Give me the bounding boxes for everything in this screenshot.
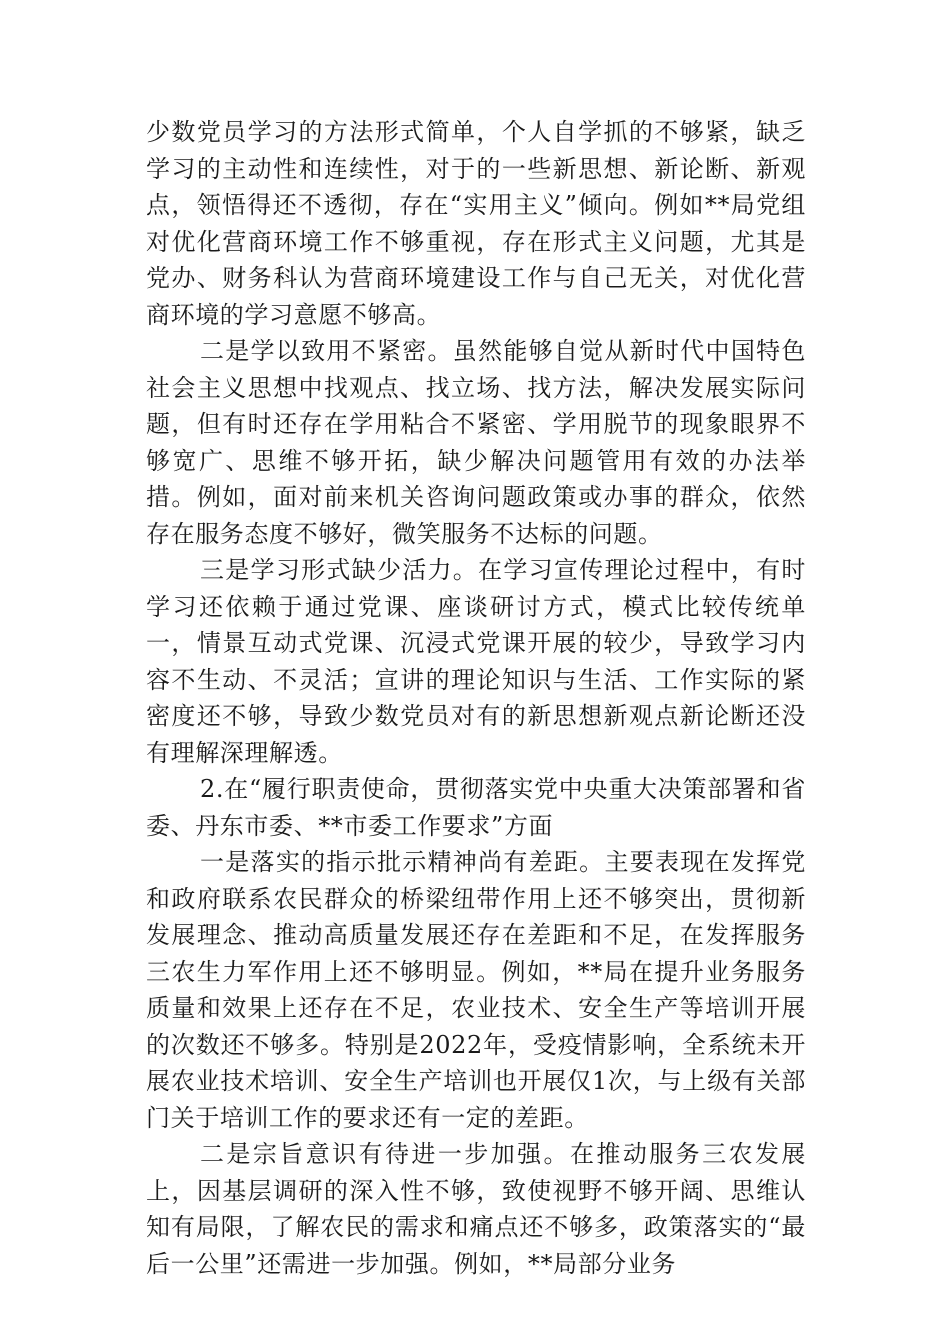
document-body	[146, 114, 806, 1282]
paragraph-2: 二是学以致用不紧密。虽然能够自觉从新时代中国特色社会主义思想中找观点、找立场、找方法，解决发展实际问题，但有时还存在学用粘合不紧密、学用脱节的现象眼界不够宽广、思维不够开拓，缺少解决问题管用有效的办法举措。例如，面对前来机关咨询问题政策或办事的群众，依然存在服务态度不够好，微笑服务不达标的问题。	[146, 337, 806, 548]
paragraph-1: 少数党员学习的方法形式简单，个人自学抓的不够紧，缺乏学习的主动性和连续性，对于的一些新思想、新论断、新观点，领悟得还不透彻，存在“实用主义”倾向。例如**局党组对优化营商环境工作不够重视，存在形式主义问题，尤其是党办、财务科认为营商环境建设工作与自己无关，对优化营商环境的学习意愿不够高。	[146, 118, 806, 329]
paragraph-5: 二是宗旨意识有待进一步加强。在推动服务三农发展上，因基层调研的深入性不够，致使视野不够开阔、思维认知有局限，了解农民的需求和痛点还不够多，政策落实的“最后一公里”还需进一步加强。例如，**局部分业务	[146, 1140, 806, 1278]
paragraph-4: 一是落实的指示批示精神尚有差距。主要表现在发挥党和政府联系农民群众的桥梁纽带作用上还不够突出，贯彻新发展理念、推动高质量发展还存在差距和不足，在发挥服务三农生力军作用上还不够明显。例如，**局在提升业务服务质量和效果上还存在不足，农业技术、安全生产等培训开展的次数还不够多。特别是2022年，受疫情影响，全系统未开展农业技术培训、安全生产培训也开展仅1次，与上级有关部门关于培训工作的要求还有一定的差距。	[146, 848, 806, 1132]
paragraph-3: 三是学习形式缺少活力。在学习宣传理论过程中，有时学习还依赖于通过党课、座谈研讨方式，模式比较传统单一，情景互动式党课、沉浸式党课开展的较少，导致学习内容不生动、不灵活；宣讲的理论知识与生活、工作实际的紧密度还不够，导致少数党员对有的新思想新观点新论断还没有理解深理解透。	[146, 556, 806, 767]
section-heading: 2.在“履行职责使命，贯彻落实党中央重大决策部署和省委、丹东市委、**市委工作要求”方面	[146, 775, 806, 840]
